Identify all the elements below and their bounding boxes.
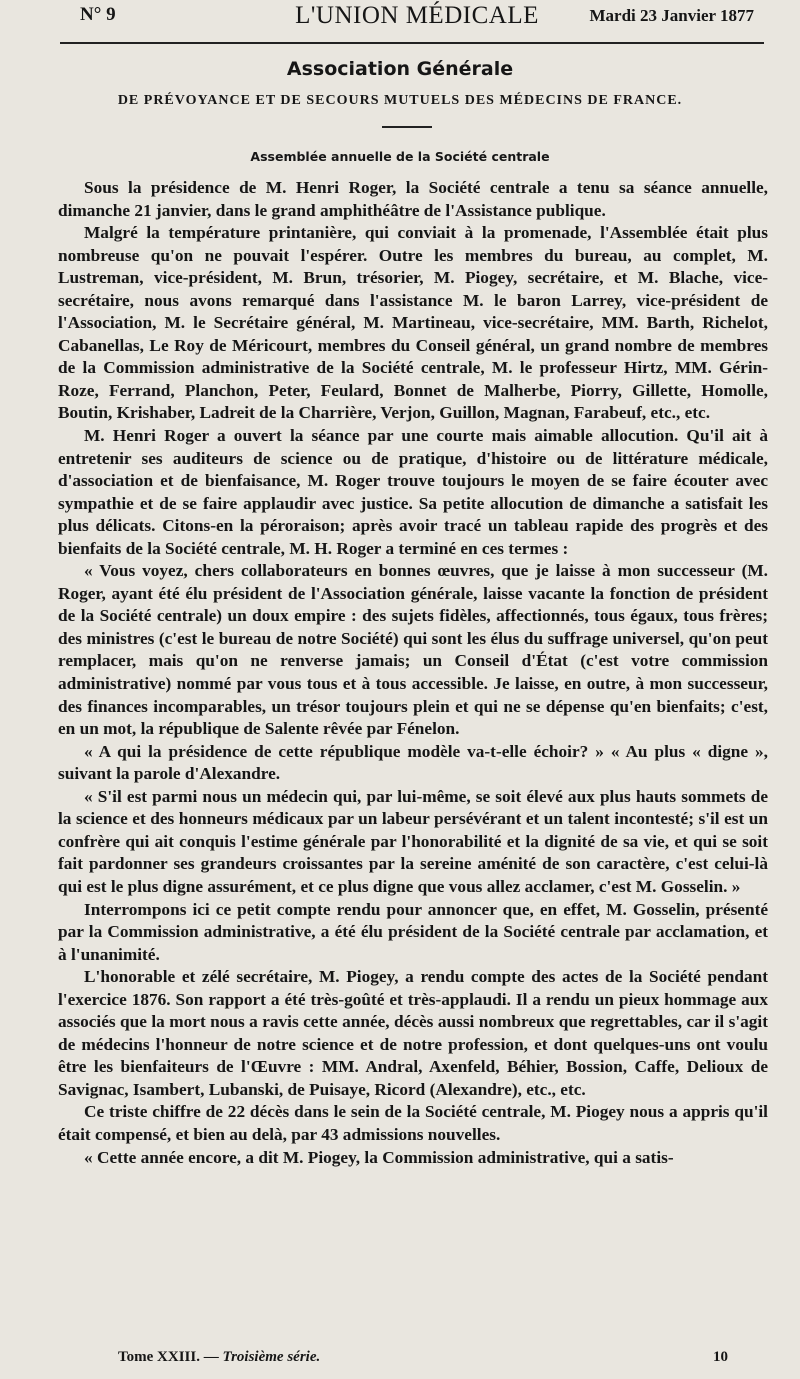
paragraph: « Vous voyez, chers collaborateurs en bonnes œuvres, que je laisse à mon successeur (M. Roger, ayant été élu président de l'Association générale, laisse vacante la fonction de président de la Société centrale) un doux empire : des sujets fidèles, affectionnés, tous égaux, tous frères; des ministres (c'est le bureau de notre Société) qui sont les élus du suffrage universel, qu'on peut remplacer, mais qu'on ne renverse jamais; un Conseil d'État (c'est votre commission administrative) nommé par vous tous et à tous accessible. Je laisse, en outre, à mon successeur, des finances incomparables, un trésor toujours plein et qui ne se dépense qu'en bienfaits; c'est, en un mot, la république de Salente rêvée par Fénelon. (58, 561, 768, 739)
article-heading: Assemblée annuelle de la Société centrale (250, 149, 550, 164)
volume-info (118, 1349, 320, 1366)
page-header (80, 2, 754, 32)
header-rule (60, 42, 764, 44)
issue-number: N° 9 (80, 4, 116, 25)
paragraph: L'honorable et zélé secrétaire, M. Piogey, a rendu compte des actes de la Société pendant l'exercice 1876. Son rapport a été très-goûté et très-applaudi. Il a rendu un pieux hommage aux associés que la mort nous a ravis cette année, décès aussi nombreux que regrettables, car il s'agit de médecins l'honneur de notre science et de notre profession, et dont quelques-uns ont voulu être les bienfaiteurs de l'Œuvre : MM. Andral, Axenfeld, Béhier, Bossion, Caffe, Delioux de Savignac, Isambert, Lubanski, de Puisaye, Ricord (Alexandre), etc., etc. (58, 967, 768, 1099)
page-number: 10 (713, 1349, 728, 1365)
tome-label: Tome XXIII. — (118, 1349, 219, 1365)
issue-date: Mardi 23 Janvier 1877 (589, 6, 754, 25)
paragraph: Ce triste chiffre de 22 décès dans le sein de la Société centrale, M. Piogey nous a appris qu'il était compensé, et bien au delà, par 43 admissions nouvelles. (58, 1102, 768, 1144)
paragraph: Sous la présidence de M. Henri Roger, la Société centrale a tenu sa séance annuelle, dimanche 21 janvier, dans le grand amphithéâtre de l'Assistance publique. (58, 178, 768, 220)
paragraph: « Cette année encore, a dit M. Piogey, la Commission administrative, qui a satis- (84, 1147, 674, 1167)
journal-title: L'UNION MÉDICALE (295, 2, 539, 29)
paragraph: Malgré la température printanière, qui conviait à la promenade, l'Assemblée était plus nombreuse qu'on ne pouvait l'espérer. Outre les membres du bureau, au complet, M. Lustreman, vice-président, M. Brun, trésorier, M. Piogey, secrétaire, et M. Blache, vice-secrétaire, nous avons remarqué dans l'assistance M. le baron Larrey, vice-président de l'Association, M. le Secrétaire général, M. Martineau, vice-secrétaire, MM. Barth, Richelot, Cabanellas, Le Roy de Méricourt, membres du Conseil général, un grand nombre de membres de la Commission administrative de la Société centrale, M. le professeur Hirtz, MM. Gérin-Roze, Ferrand, Planchon, Peter, Feulard, Bonnet de Malherbe, Piorry, Gillette, Homolle, Boutin, Krishaber, Ladreit de la Charrière, Verjon, Guillon, Magnan, Farabeuf, etc., etc. (58, 223, 768, 423)
section-divider (382, 126, 432, 128)
paragraph: « S'il est parmi nous un médecin qui, par lui-même, se soit élevé aux plus hauts sommets de la science et des honneurs médicaux par un labeur persévérant et un talent incontesté; s'il est un confrère qui ait conquis l'estime générale par l'honorabilité et la dignité de sa vie, et qui se soit fait pardonner ses grandeurs croissantes par la sereine aménité de son caractère, c'est celui-là qui est le plus digne assurément, et ce plus digne que vous allez acclamer, c'est M. Gosselin. » (58, 786, 768, 896)
paragraph: M. Henri Roger a ouvert la séance par une courte mais aimable allocution. Qu'il ait à entretenir ses auditeurs de science ou de pratique, d'histoire ou de littérature médicale, d'association et de bienfaisance, M. Roger trouve toujours le moyen de se faire écouter avec sympathie et de se faire applaudir avec justice. Sa petite allocution de dimanche a satisfait les plus délicats. Citons-en la péroraison; après avoir tracé un tableau rapide des progrès et des bienfaits de la Société centrale, M. H. Roger a terminé en ces termes : (58, 426, 768, 558)
paragraph: « A qui la présidence de cette république modèle va-t-elle échoir? » « Au plus « digne », suivant la parole d'Alexandre. (58, 741, 768, 784)
article-body (58, 177, 768, 1169)
section-title: Association Générale (286, 58, 514, 80)
series-label: Troisième série. (222, 1349, 321, 1365)
section-subtitle: DE PRÉVOYANCE ET DE SECOURS MUTUELS DES MÉDECINS DE FRANCE. (117, 93, 683, 108)
paragraph: Interrompons ici ce petit compte rendu pour annoncer que, en effet, M. Gosselin, présenté par la Commission administrative, a été élu président de la Société centrale par acclamation, et à l'unanimité. (58, 899, 768, 964)
page-footer (118, 1349, 728, 1371)
